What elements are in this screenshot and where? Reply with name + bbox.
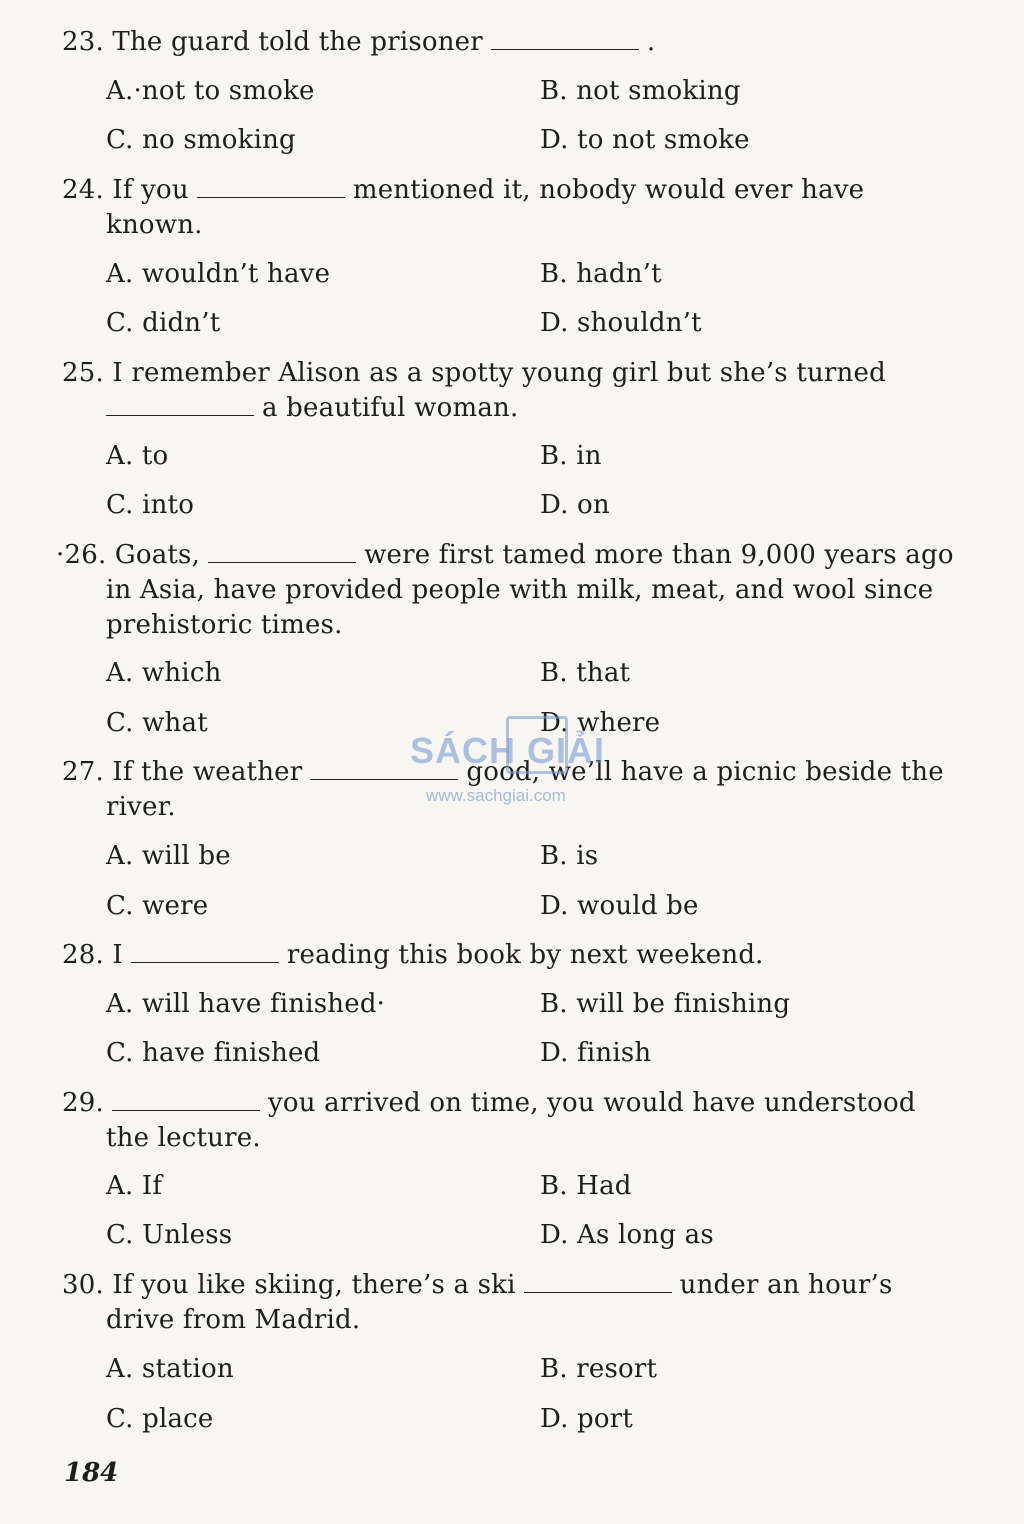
- page-number: 184: [64, 1458, 119, 1488]
- option-d: D. would be: [540, 891, 699, 921]
- answer-blank: [524, 1270, 672, 1293]
- question-text: reading this book by next weekend.: [286, 940, 764, 970]
- question-text: .: [646, 27, 656, 57]
- question-continuation: prehistoric times.: [106, 610, 343, 640]
- option-b: B. is: [540, 841, 599, 871]
- question-25: [62, 356, 967, 426]
- option-a: A. which: [106, 658, 222, 688]
- question-24: [62, 173, 967, 243]
- question-text: 25. I remember Alison as a spotty young girl but she’s turned: [62, 358, 886, 388]
- option-a: A.·not to smoke: [106, 76, 315, 106]
- question-text: were first tamed more than 9,000 years ago: [364, 540, 954, 570]
- question-text: 29.: [62, 1088, 104, 1118]
- answer-blank: [310, 757, 458, 780]
- question-text: ·26. Goats,: [56, 540, 201, 570]
- question-26: [56, 538, 961, 643]
- answer-blank: [112, 1088, 260, 1111]
- option-c: C. Unless: [106, 1220, 233, 1250]
- option-c: C. have finished: [106, 1038, 321, 1068]
- question-text: 23. The guard told the prisoner: [62, 27, 483, 57]
- watermark-url: www.sachgiai.com: [426, 786, 566, 805]
- option-a: A. will have finished·: [106, 989, 386, 1019]
- answer-blank: [197, 175, 345, 198]
- question-continuation: known.: [106, 210, 203, 240]
- question-text: 24. If you: [62, 175, 189, 205]
- option-c: C. didn’t: [106, 308, 221, 338]
- option-c: C. into: [106, 490, 195, 520]
- answer-blank: [491, 27, 639, 50]
- option-a: A. to: [106, 441, 169, 471]
- option-c: C. no smoking: [106, 125, 296, 155]
- question-text: good, we’ll have a picnic beside the: [466, 757, 944, 787]
- question-28: [62, 938, 967, 973]
- question-text: 28. I: [62, 940, 123, 970]
- question-continuation: river.: [106, 792, 176, 822]
- option-d: D. to not smoke: [540, 125, 750, 155]
- option-a: A. station: [106, 1354, 234, 1384]
- option-b: B. hadn’t: [540, 259, 662, 289]
- question-continuation: the lecture.: [106, 1123, 261, 1153]
- option-b: B. Had: [540, 1171, 632, 1201]
- option-d: D. As long as: [540, 1220, 714, 1250]
- watermark-brand: SÁCH GIẢI: [410, 730, 606, 771]
- option-b: B. that: [540, 658, 631, 688]
- option-d: D. finish: [540, 1038, 652, 1068]
- option-c: C. what: [106, 708, 208, 738]
- question-continuation: drive from Madrid.: [106, 1305, 361, 1335]
- question-text: 27. If the weather: [62, 757, 303, 787]
- option-c: C. were: [106, 891, 209, 921]
- answer-blank: [131, 940, 279, 963]
- option-a: A. wouldn’t have: [106, 259, 331, 289]
- option-d: D. shouldn’t: [540, 308, 702, 338]
- question-23: [62, 25, 967, 60]
- option-d: D. on: [540, 490, 610, 520]
- question-text: 30. If you like skiing, there’s a ski: [62, 1270, 516, 1300]
- question-text: a beautiful woman.: [262, 393, 519, 423]
- question-30: [62, 1268, 967, 1338]
- question-continuation: in Asia, have provided people with milk, meat, and wool since: [106, 575, 934, 605]
- option-b: B. in: [540, 441, 602, 471]
- option-b: B. will be finishing: [540, 989, 791, 1019]
- option-d: D. where: [540, 708, 661, 738]
- option-d: D. port: [540, 1404, 634, 1434]
- option-b: B. not smoking: [540, 76, 741, 106]
- question-text: mentioned it, nobody would ever have: [352, 175, 865, 205]
- question-text: you arrived on time, you would have understood: [267, 1088, 916, 1118]
- option-a: A. If: [106, 1171, 163, 1201]
- question-continuation: [62, 391, 967, 426]
- question-27: [62, 755, 967, 825]
- question-29: [62, 1086, 967, 1156]
- option-b: B. resort: [540, 1354, 658, 1384]
- option-a: A. will be: [106, 841, 231, 871]
- answer-blank: [106, 393, 254, 416]
- answer-blank: [208, 540, 356, 563]
- question-text: under an hour’s: [679, 1270, 893, 1300]
- option-c: C. place: [106, 1404, 214, 1434]
